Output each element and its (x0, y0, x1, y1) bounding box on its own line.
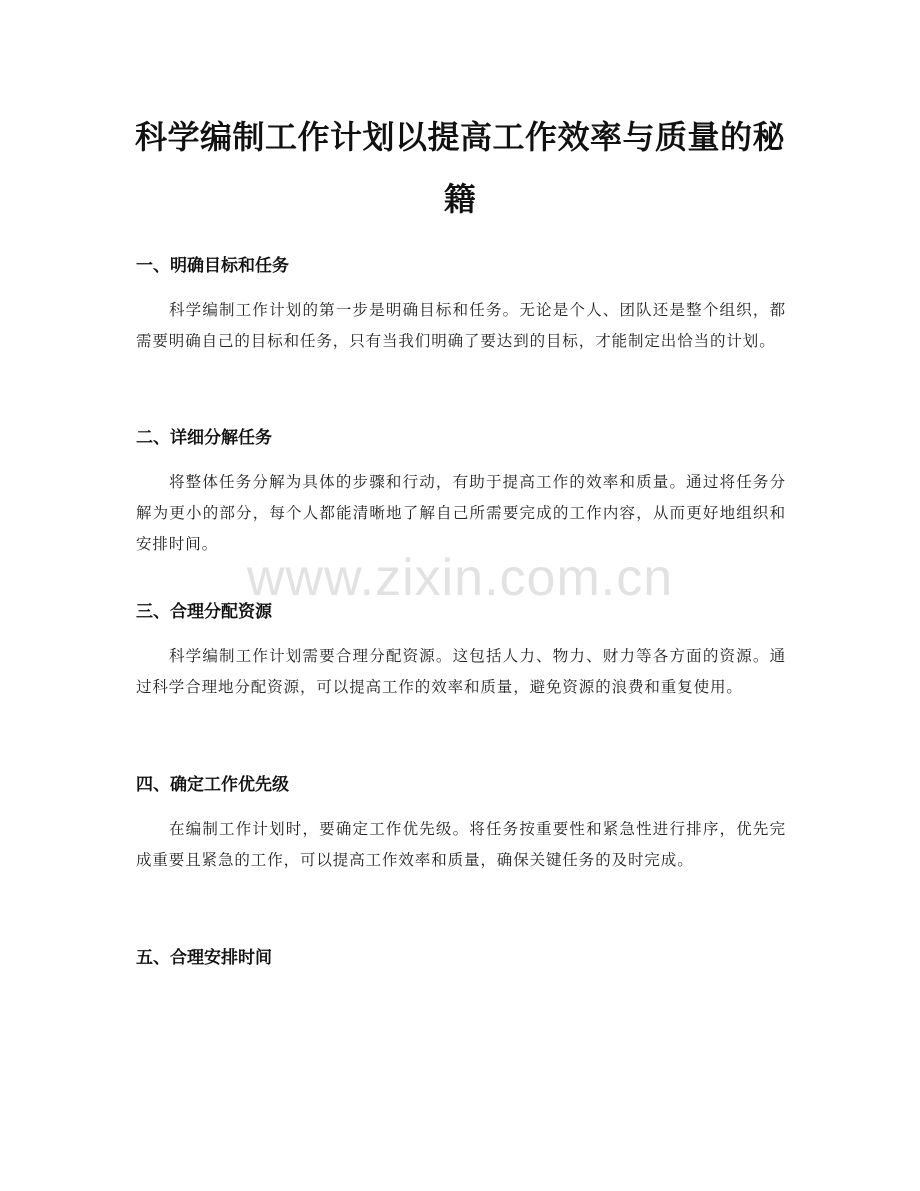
section-paragraph: 在编制工作计划时，要确定工作优先级。将任务按重要性和紧急性进行排序，优先完成重要且紧急的工作，可以提高工作效率和质量，确保关键任务的及时完成。 (136, 820, 786, 869)
watermark: www.zixin.com.cn (246, 549, 674, 607)
section-paragraph: 科学编制工作计划需要合理分配资源。这包括人力、物力、财力等各方面的资源。通过科学合理地分配资源，可以提高工作的效率和质量，避免资源的浪费和重复使用。 (136, 647, 786, 696)
section-4 (136, 772, 786, 876)
section-paragraph: 科学编制工作计划的第一步是明确目标和任务。无论是个人、团队还是整个组织，都需要明确自己的目标和任务，只有当我们明确了要达到的目标，才能制定出恰当的计划。 (136, 301, 786, 350)
section-heading: 三、合理分配资源 (136, 602, 272, 622)
section-5 (136, 945, 786, 971)
section-1 (136, 253, 786, 357)
section-2 (136, 425, 786, 560)
section-paragraph: 将整体任务分解为具体的步骤和行动，有助于提高工作的效率和质量。通过将任务分解为更小的部分，每个人都能清晰地了解自己所需要完成的工作内容，从而更好地组织和安排时间。 (136, 473, 786, 553)
section-heading: 一、明确目标和任务 (136, 256, 289, 276)
section-heading: 四、确定工作优先级 (136, 775, 289, 795)
section-heading: 五、合理安排时间 (136, 948, 272, 968)
section-heading: 二、详细分解任务 (136, 428, 272, 448)
section-3 (136, 599, 786, 703)
document-title: 科学编制工作计划以提高工作效率与质量的秘籍 (134, 118, 785, 218)
